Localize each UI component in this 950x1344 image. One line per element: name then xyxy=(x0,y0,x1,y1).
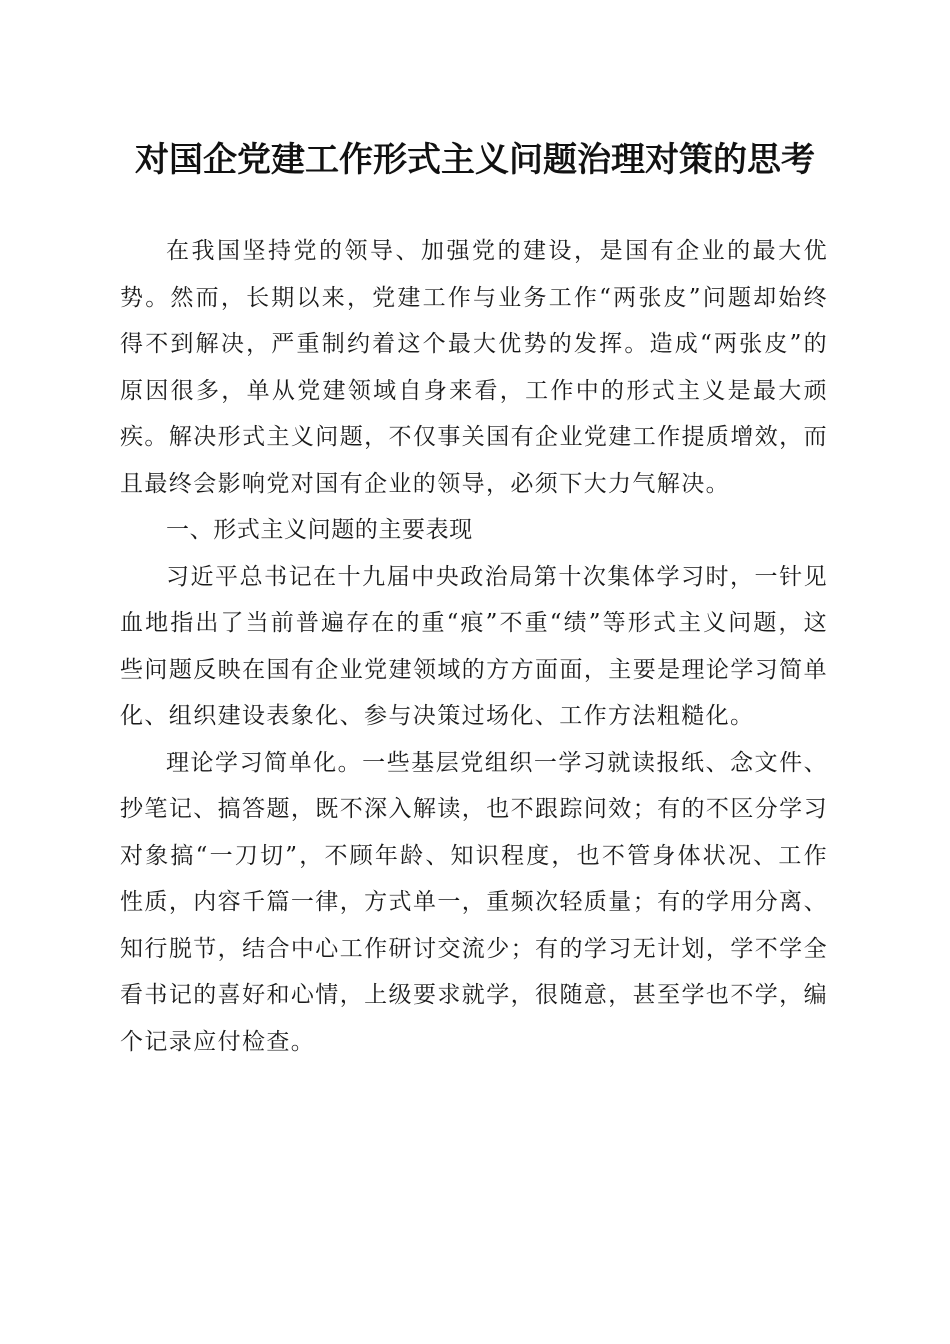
section-paragraph-1: 习近平总书记在十九届中央政治局第十次集体学习时，一针见血地指出了当前普遍存在的重“痕”不重“绩”等形式主义问题，这些问题反映在国有企业党建领域的方方面面，主要是理论学习简单化、组织建设表象化、参与决策过场化、工作方法粗糙化。 xyxy=(120,563,828,729)
intro-paragraph: 在我国坚持党的领导、加强党的建设，是国有企业的最大优势。然而，长期以来，党建工作与业务工作“两张皮”问题却始终得不到解决，严重制约着这个最大优势的发挥。造成“两张皮”的原因很多，单从党建领域自身来看，工作中的形式主义是最大顽疾。解决形式主义问题，不仅事关国有企业党建工作提质增效，而且最终会影响党对国有企业的领导，必须下大力气解决。 xyxy=(120,238,828,497)
document-title: 对国企党建工作形式主义问题治理对策的思考 xyxy=(135,140,815,180)
section-heading: 一、形式主义问题的主要表现 xyxy=(166,517,473,543)
section-paragraph-2: 理论学习简单化。一些基层党组织一学习就读报纸、念文件、抄笔记、搞答题，既不深入解读，也不跟踪问效；有的不区分学习对象搞“一刀切”，不顾年龄、知识程度，也不管身体状况、工作性质，内容千篇一律，方式单一，重频次轻质量；有的学用分离、知行脱节，结合中心工作研讨交流少；有的学习无计划，学不学全看书记的喜好和心情，上级要求就学，很随意，甚至学也不学，编个记录应付检查。 xyxy=(120,749,828,1055)
document-body xyxy=(120,228,828,1065)
